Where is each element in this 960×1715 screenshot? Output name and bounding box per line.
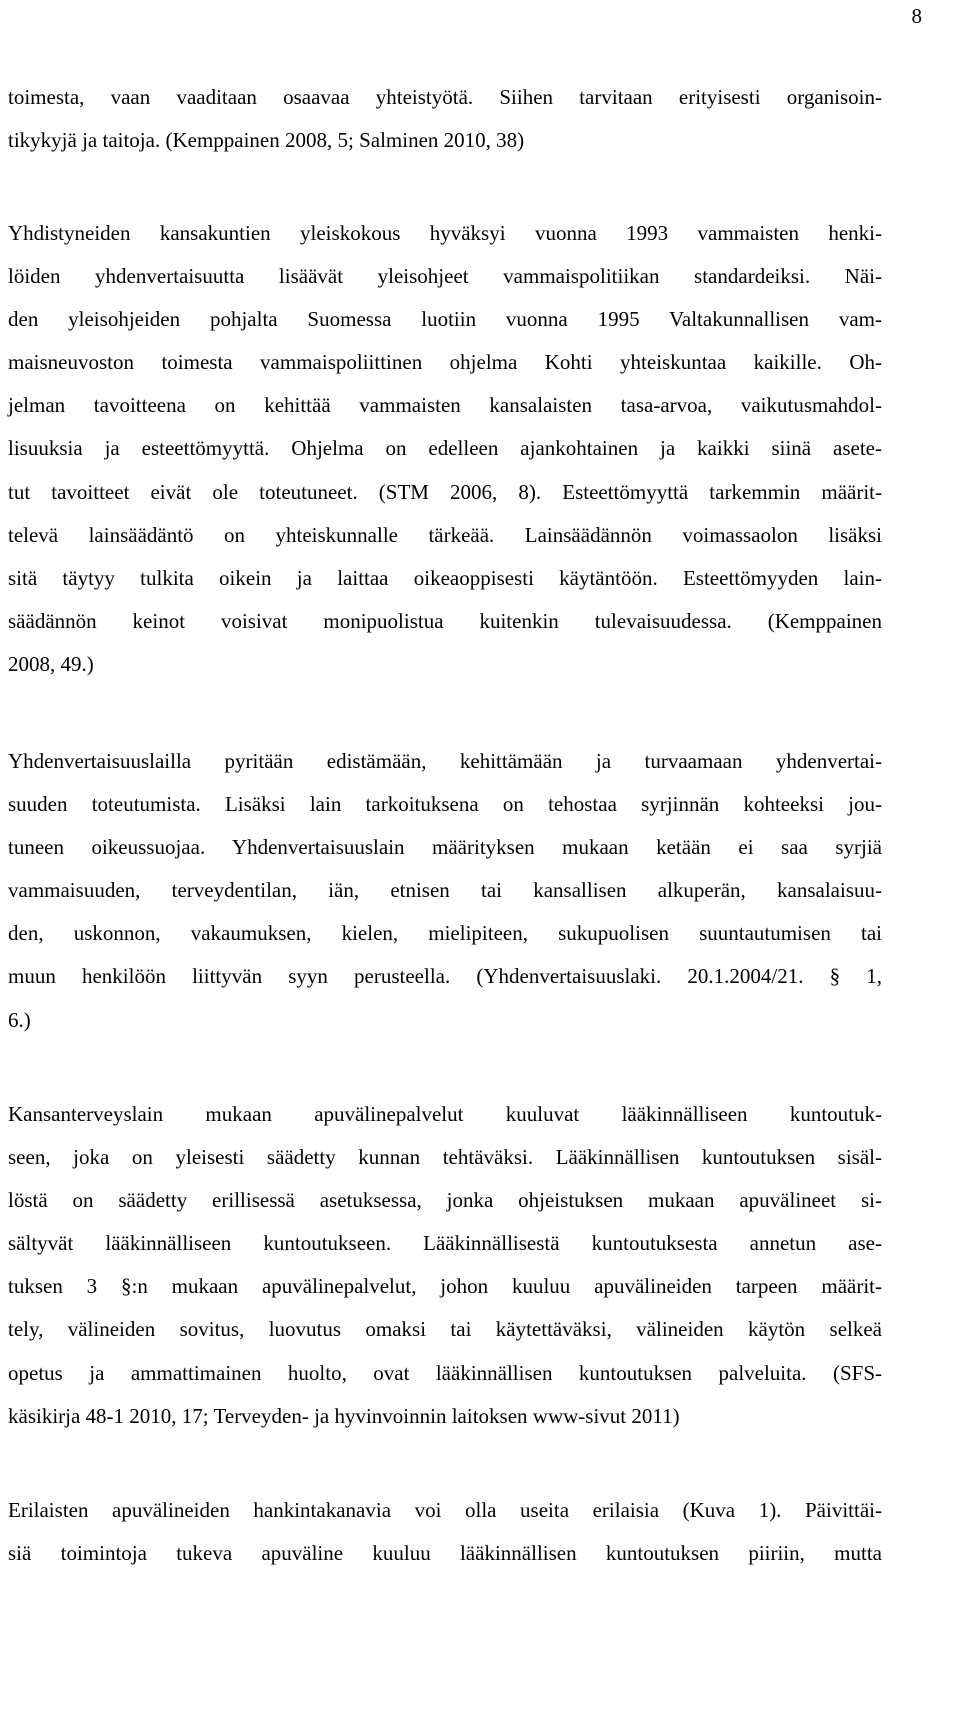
text-line: Yhdenvertaisuuslailla pyritään edistämään, kehittämään ja turvaamaan yhdenvertai- (8, 749, 882, 773)
paragraph-equality-act (8, 740, 882, 1042)
text-line: käsikirja 48-1 2010, 17; Terveyden- ja hyvinvoinnin laitoksen www-sivut 2011) (8, 1403, 680, 1428)
text-line: tuneen oikeussuojaa. Yhdenvertaisuuslain määrityksen mukaan ketään ei saa syrjiä (8, 835, 882, 860)
text-line: tely, välineiden sovitus, luovutus omaksi tai käytettäväksi, välineiden käytön selkeä (8, 1317, 882, 1342)
text-line: Kansanterveyslain mukaan apuvälinepalvelut kuuluvat lääkinnälliseen kuntoutuk- (8, 1102, 882, 1126)
text-line: siä toimintoja tukeva apuväline kuuluu lääkinnällisen kuntoutuksen piiriin, mutta (8, 1541, 882, 1566)
text-line: toimesta, vaan vaaditaan osaavaa yhteistyötä. Siihen tarvitaan erityisesti organisoin- (8, 85, 882, 109)
text-line: sältyvät lääkinnälliseen kuntoutukseen. Lääkinnällisestä kuntoutuksesta annetun ase- (8, 1231, 882, 1256)
text-line: sitä täytyy tulkita oikein ja laittaa oikeaoppisesti käytäntöön. Esteettömyyden lain- (8, 565, 882, 590)
paragraph-organisation (8, 76, 882, 162)
text-line: muun henkilöön liittyvän syyn perusteella. (Yhdenvertaisuuslaki. 20.1.2004/21. § 1, (8, 964, 882, 989)
text-line: jelman tavoitteena on kehittää vammaisten kansalaisten tasa-arvoa, vaikutusmahdol- (8, 393, 882, 418)
text-line: lisuuksia ja esteettömyyttä. Ohjelma on edelleen ajankohtainen ja kaikki siinä asete- (8, 436, 882, 461)
page-number: 8 (911, 4, 922, 28)
text-line: vammaisuuden, terveydentilan, iän, etnisen tai kansallisen alkuperän, kansalaisuu- (8, 878, 882, 903)
text-line: opetus ja ammattimainen huolto, ovat lääkinnällisen kuntoutuksen palveluita. (SFS- (8, 1360, 882, 1385)
text-line: 6.) (8, 1007, 31, 1032)
text-line: 2008, 49.) (8, 651, 94, 676)
text-line: Erilaisten apuvälineiden hankintakanavia voi olla useita erilaisia (Kuva 1). Päivittäi- (8, 1498, 882, 1522)
text-line: tikykyjä ja taitoja. (Kemppainen 2008, 5; Salminen 2010, 38) (8, 128, 525, 153)
text-line: säädännön keinot voisivat monipuolistua kuitenkin tulevaisuudessa. (Kemppainen (8, 608, 882, 633)
text-line: seen, joka on yleisesti säädetty kunnan tehtäväksi. Lääkinnällisen kuntoutuksen sisäl- (8, 1145, 882, 1170)
paragraph-procurement-channels (8, 1489, 882, 1575)
text-line: tut tavoitteet eivät ole toteutuneet. (STM 2006, 8). Esteettömyyttä tarkemmin määrit- (8, 479, 882, 504)
text-line: maisneuvoston toimesta vammaispoliittinen ohjelma Kohti yhteiskuntaa kaikille. Oh- (8, 350, 882, 375)
text-line: löstä on säädetty erillisessä asetuksessa, jonka ohjeistuksen mukaan apuvälineet si- (8, 1188, 882, 1213)
text-line: tuksen 3 §:n mukaan apuvälinepalvelut, johon kuuluu apuvälineiden tarpeen määrit- (8, 1274, 882, 1299)
text-line: löiden yhdenvertaisuutta lisäävät yleisohjeet vammaispolitiikan standardeiksi. Näi- (8, 264, 882, 289)
text-line: suuden toteutumista. Lisäksi lain tarkoituksena on tehostaa syrjinnän kohteeksi jou- (8, 792, 882, 817)
paragraph-un-standards (8, 212, 882, 686)
text-line: den, uskonnon, vakaumuksen, kielen, mielipiteen, sukupuolisen suuntautumisen tai (8, 921, 882, 946)
text-line: televä lainsäädäntö on yhteiskunnalle tärkeää. Lainsäädännön voimassaolon lisäksi (8, 522, 882, 547)
text-line: Yhdistyneiden kansakuntien yleiskokous hyväksyi vuonna 1993 vammaisten henki- (8, 221, 882, 245)
text-line: den yleisohjeiden pohjalta Suomessa luotiin vuonna 1995 Valtakunnallisen vam- (8, 307, 882, 332)
paragraph-public-health-act (8, 1093, 882, 1438)
